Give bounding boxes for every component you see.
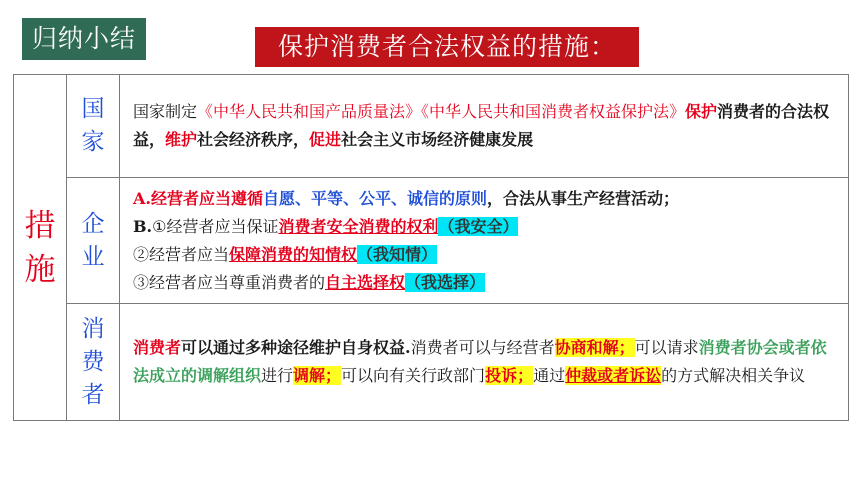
title-banner: 保护消费者合法权益的措施： <box>255 27 639 67</box>
enterprise-line-b1: B.①经营者应当保证消费者安全消费的权利（我安全） <box>133 216 519 236</box>
enterprise-line-b3: ③经营者应当尊重消费者的自主选择权（我选择） <box>133 272 486 292</box>
measures-table <box>13 74 849 421</box>
summary-tag: 归纳小结 <box>22 18 146 60</box>
enterprise-line-a: A.经营者应当遵循自愿、平等、公平、诚信的原则，合法从事生产经营活动； <box>133 188 680 208</box>
enterprise-line-b2: ②经营者应当保障消费的知情权（我知情） <box>133 244 438 264</box>
consumer-content: 消费者可以通过多种途径维护自身权益.消费者可以与经营者协商和解；可以请求消费者协会或者依法成立的调解组织进行调解；可以向有关行政部门投诉；通过仲裁或者诉讼的方式解决相关争议 <box>120 304 849 421</box>
measures-label: 措 施 <box>14 75 67 421</box>
law-names: 《中华人民共和国产品质量法》《中华人民共和国消费者权益保护法》 <box>197 102 686 121</box>
category-enterprise: 企 业 <box>67 178 120 304</box>
category-consumer: 消 费 者 <box>67 304 120 421</box>
category-state: 国 家 <box>67 75 120 178</box>
state-content: 国家制定《中华人民共和国产品质量法》《中华人民共和国消费者权益保护法》保护消费者的合法权益，维护社会经济秩序，促进社会主义市场经济健康发展 <box>120 75 849 178</box>
enterprise-content <box>120 178 849 304</box>
